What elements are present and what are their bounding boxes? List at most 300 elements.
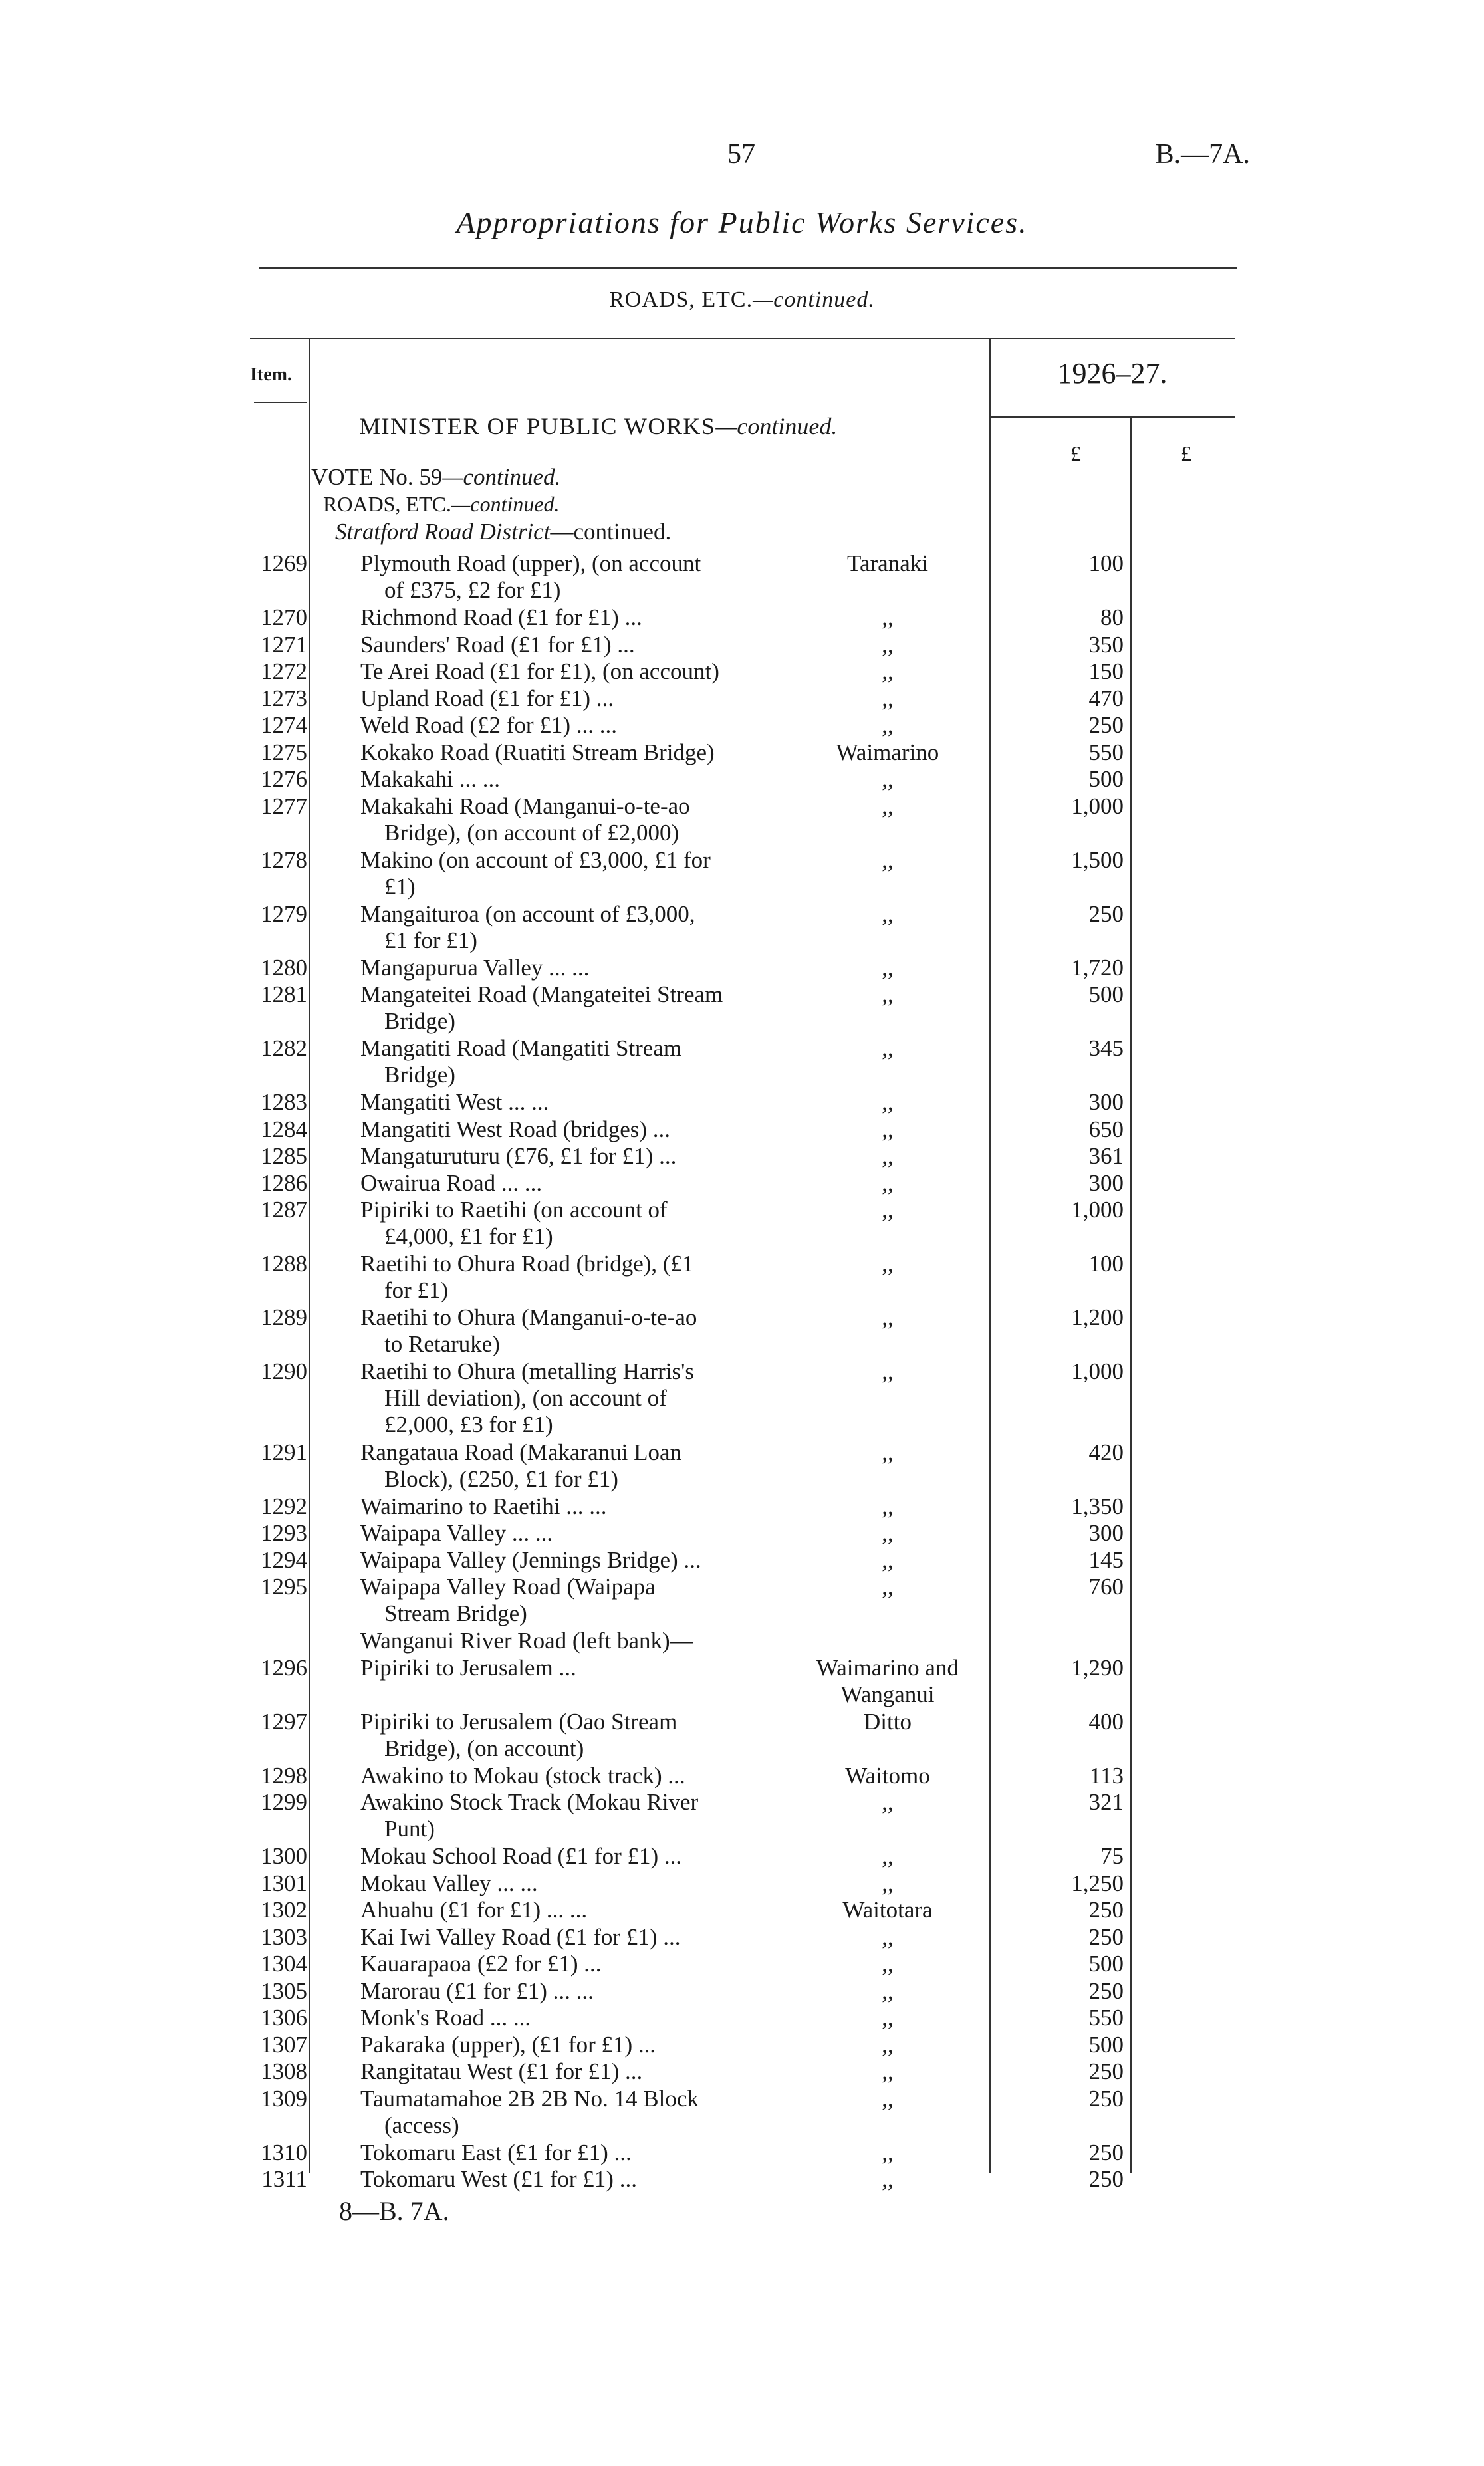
item-number: 1273: [261, 685, 307, 711]
item-number: 1269: [261, 551, 307, 576]
county: [778, 1035, 997, 1062]
item-description: [360, 1170, 799, 1197]
footer-signature: 8—B. 7A.: [339, 2196, 449, 2226]
item-description: [360, 955, 799, 981]
county-name: ,,: [882, 1439, 894, 1465]
vote-continued: —continued.: [442, 464, 561, 490]
county-name: ,,: [882, 631, 894, 658]
item-description: [360, 1870, 799, 1897]
item-number: 1288: [261, 1251, 307, 1277]
description-continuation: £1 for £1): [384, 927, 477, 953]
description-line: Raetihi to Ohura (metalling Harris's: [360, 1358, 695, 1384]
item-number: 1281: [261, 981, 307, 1007]
description-line: Marorau (£1 for £1) ... ...: [360, 1977, 594, 2004]
item-number: 1297: [261, 1708, 307, 1735]
county: [778, 1197, 997, 1223]
county: [778, 847, 997, 874]
item-number: 1277: [261, 793, 307, 819]
item-description: [360, 1897, 799, 1923]
item-number: 1294: [261, 1546, 307, 1573]
county-name: ,,: [882, 793, 894, 819]
amount: 321: [1088, 1789, 1124, 1815]
item-description: [360, 2032, 799, 2058]
wanganui-river-road-heading: Wanganui River Road (left bank)—: [360, 1628, 693, 1654]
county: [778, 793, 997, 820]
county: [778, 1951, 997, 1977]
item-description: [360, 766, 799, 793]
county: [778, 1870, 997, 1897]
subtotal-column-line: [1130, 416, 1132, 2173]
county-name: ,,: [882, 1358, 894, 1384]
county-name: ,,: [882, 604, 894, 630]
description-line: Pipiriki to Jerusalem ...: [360, 1654, 576, 1681]
description-line: Makino (on account of £3,000, £1 for: [360, 846, 711, 873]
item-number: 1306: [261, 2005, 307, 2031]
county: [778, 1547, 997, 1574]
title-rule: [259, 267, 1237, 269]
description-line: Waipapa Valley ... ...: [360, 1520, 553, 1546]
item-description: [360, 1789, 799, 1842]
county: [778, 1143, 997, 1170]
county-name: ,,: [882, 1843, 894, 1869]
item-number: 1276: [261, 766, 307, 792]
description-line: Weld Road (£2 for £1) ... ...: [360, 712, 617, 738]
county-name: ,,: [882, 1304, 894, 1330]
county: [778, 1520, 997, 1546]
item-number: 1292: [261, 1493, 307, 1519]
ministry-continued: —continued.: [715, 413, 838, 439]
item-description: [360, 712, 799, 739]
item-number: 1270: [261, 604, 307, 630]
county: [778, 955, 997, 981]
description-continuation: of £375, £2 for £1): [384, 577, 561, 603]
item-description: [360, 1358, 799, 1438]
item-description: [360, 1197, 799, 1250]
amount: 250: [1088, 2139, 1124, 2165]
description-line: Awakino Stock Track (Mokau River: [360, 1789, 699, 1815]
description-line: Mokau School Road (£1 for £1) ...: [360, 1843, 682, 1869]
description-line: Richmond Road (£1 for £1) ...: [360, 604, 642, 630]
description-continuation: Bridge), (on account of £2,000): [384, 819, 680, 846]
county-name: ,,: [882, 900, 894, 927]
county-name: ,,: [882, 1977, 894, 2004]
item-number: 1295: [261, 1574, 307, 1600]
item-description: [360, 1547, 799, 1574]
description-continuation: Stream Bridge): [384, 1600, 527, 1626]
amount: 1,290: [1071, 1654, 1124, 1681]
item-number: 1304: [261, 1951, 307, 1977]
description-continuation: £1): [384, 873, 416, 900]
county: [778, 981, 997, 1008]
description-line: Tokomaru East (£1 for £1) ...: [360, 2139, 632, 2165]
item-number: 1309: [261, 2085, 307, 2112]
item-description: [360, 685, 799, 712]
description-line: Pakaraka (upper), (£1 for £1) ...: [360, 2031, 656, 2058]
amount: 250: [1088, 2058, 1124, 2084]
amount: 300: [1088, 1170, 1124, 1196]
item-number: 1307: [261, 2031, 307, 2058]
item-description: [360, 1035, 799, 1088]
description-line: Pipiriki to Jerusalem (Oao Stream: [360, 1708, 678, 1735]
amount: 250: [1088, 2166, 1124, 2192]
item-description: [360, 901, 799, 954]
county: [778, 901, 997, 927]
item-description: [360, 1089, 799, 1116]
description-line: Raetihi to Ohura (Manganui-o-te-ao: [360, 1304, 697, 1330]
county: [778, 1574, 997, 1600]
county: [778, 712, 997, 739]
item-description: [360, 2086, 799, 2139]
item-number: 1278: [261, 846, 307, 873]
amount: 345: [1088, 1035, 1124, 1061]
county-name: ,,: [882, 1574, 894, 1600]
description-line: Monk's Road ... ...: [360, 2005, 531, 2031]
county: [778, 604, 997, 631]
amount: 150: [1088, 658, 1124, 684]
item-number: 1289: [261, 1304, 307, 1330]
item-header-rule: [254, 402, 307, 403]
item-number: 1285: [261, 1143, 307, 1169]
item-number: 1296: [261, 1654, 307, 1681]
description-line: Mangateitei Road (Mangateitei Stream: [360, 981, 723, 1007]
amount: 1,000: [1071, 793, 1124, 819]
county-name: ,,: [882, 2139, 894, 2165]
description-continuation: for £1): [384, 1277, 449, 1303]
item-description: [360, 1574, 799, 1627]
amount: 100: [1088, 551, 1124, 576]
county-name: ,,: [882, 1143, 894, 1169]
table-top-rule: [250, 338, 1235, 339]
item-description: [360, 658, 799, 685]
county-name: ,,: [882, 2031, 894, 2058]
county: [778, 1116, 997, 1143]
description-line: Mangaturuturu (£76, £1 for £1) ...: [360, 1143, 677, 1169]
item-number: 1275: [261, 739, 307, 765]
description-continuation: (access): [384, 2112, 459, 2138]
description-line: Kai Iwi Valley Road (£1 for £1) ...: [360, 1923, 681, 1950]
item-description: [360, 1709, 799, 1762]
item-number: 1286: [261, 1170, 307, 1196]
description-line: Taumatamahoe 2B 2B No. 14 Block: [360, 2085, 699, 2112]
amount: 250: [1088, 900, 1124, 927]
vote-number: VOTE No. 59: [311, 464, 443, 490]
description-continuation: to Retaruke): [384, 1331, 500, 1357]
item-number: 1271: [261, 631, 307, 658]
description-line: Awakino to Mokau (stock track) ...: [360, 1762, 685, 1788]
page-title: Appropriations for Public Works Services.: [456, 205, 1028, 239]
section-name: ROADS, ETC.: [609, 287, 753, 312]
amount: 1,500: [1071, 846, 1124, 873]
description-continuation: Bridge): [384, 1062, 455, 1088]
amount: 470: [1088, 685, 1124, 711]
description-line: Te Arei Road (£1 for £1), (on account): [360, 658, 719, 684]
amount: 550: [1088, 739, 1124, 765]
county-name: ,,: [882, 1197, 894, 1223]
item-number: 1305: [261, 1977, 307, 2004]
county-name: ,,: [882, 766, 894, 792]
county-name: ,,: [882, 2058, 894, 2084]
county-name: ,,: [882, 1951, 894, 1977]
item-description: [360, 632, 799, 658]
description-line: Mangatiti West ... ...: [360, 1089, 549, 1115]
amount: 250: [1088, 712, 1124, 738]
description-continuation: Bridge): [384, 1008, 455, 1034]
county-name: ,,: [882, 1251, 894, 1277]
county: [778, 551, 997, 577]
description-line: Ahuahu (£1 for £1) ... ...: [360, 1897, 588, 1923]
pound-sign-total: £: [1181, 441, 1191, 465]
item-number: 1311: [261, 2166, 307, 2192]
county-name: ,,: [882, 1035, 894, 1061]
county: [778, 2032, 997, 2058]
description-line: Rangitatau West (£1 for £1) ...: [360, 2058, 643, 2084]
item-number: 1302: [261, 1897, 307, 1923]
amount: 250: [1088, 1897, 1124, 1923]
description-line: Upland Road (£1 for £1) ...: [360, 685, 614, 711]
description-line: Mangatiti Road (Mangatiti Stream: [360, 1035, 682, 1061]
county: [778, 739, 997, 766]
amount: 350: [1088, 631, 1124, 658]
item-description: [360, 847, 799, 900]
county: [778, 2005, 997, 2031]
amount: 145: [1088, 1546, 1124, 1573]
county: [778, 1897, 997, 1923]
description-line: Mangapurua Valley ... ...: [360, 954, 590, 981]
amount: 1,200: [1071, 1304, 1124, 1330]
amount: 300: [1088, 1089, 1124, 1115]
amount: 760: [1088, 1574, 1124, 1600]
item-description: [360, 2140, 799, 2166]
description-line: Raetihi to Ohura Road (bridge), (£1: [360, 1251, 694, 1277]
amount: 250: [1088, 1923, 1124, 1950]
item-number: 1284: [261, 1116, 307, 1142]
document-reference: B.—7A.: [1155, 139, 1250, 170]
county-name: ,,: [882, 1546, 894, 1573]
item-description: [360, 1924, 799, 1951]
amount: 1,720: [1071, 954, 1124, 981]
amount: 1,000: [1071, 1358, 1124, 1384]
county-name: ,,: [882, 1520, 894, 1546]
description-continuation: Punt): [384, 1816, 435, 1842]
item-column-header: Item.: [250, 364, 292, 385]
item-description: [360, 739, 799, 766]
county-name: ,,: [882, 1170, 894, 1196]
amount: 550: [1088, 2005, 1124, 2031]
item-number: 1287: [261, 1197, 307, 1223]
item-description: [360, 2005, 799, 2031]
item-description: [360, 1655, 799, 1681]
amount: 250: [1088, 2085, 1124, 2112]
county: [778, 1924, 997, 1951]
item-number: 1282: [261, 1035, 307, 1061]
item-number: 1291: [261, 1439, 307, 1465]
page-number: 57: [727, 139, 755, 170]
county: [778, 1789, 997, 1816]
county: [778, 766, 997, 793]
amount: 75: [1100, 1843, 1124, 1869]
county: [778, 1709, 997, 1735]
county: [778, 2166, 997, 2193]
item-number: 1290: [261, 1358, 307, 1384]
county-name: ,,: [882, 685, 894, 711]
description-line: Owairua Road ... ...: [360, 1170, 543, 1196]
county: [778, 1358, 997, 1385]
amount: 250: [1088, 1977, 1124, 2004]
item-number: 1301: [261, 1870, 307, 1896]
county-name: Waitomo: [845, 1762, 930, 1788]
item-description: [360, 793, 799, 846]
amount: 113: [1089, 1762, 1124, 1788]
item-number: 1310: [261, 2139, 307, 2165]
county-name: ,,: [882, 2005, 894, 2031]
description-line: Makakahi ... ...: [360, 766, 500, 792]
amount: 500: [1088, 1951, 1124, 1977]
county: [778, 1763, 997, 1789]
county-name: ,,: [882, 1870, 894, 1896]
item-number: 1299: [261, 1789, 307, 1815]
amount: 80: [1100, 604, 1124, 630]
item-description: [360, 1978, 799, 2005]
amount: 1,250: [1071, 1870, 1124, 1896]
description-line: Mangatiti West Road (bridges) ...: [360, 1116, 671, 1142]
item-description: [360, 2058, 799, 2085]
item-number: 1298: [261, 1762, 307, 1788]
amount: 400: [1088, 1708, 1124, 1735]
amount: 420: [1088, 1439, 1124, 1465]
county-name: Waimarino: [836, 739, 939, 765]
county-name: Taranaki: [847, 551, 928, 576]
roads-name: ROADS, ETC.: [323, 492, 451, 516]
county-name: ,,: [882, 2085, 894, 2112]
amount: 300: [1088, 1520, 1124, 1546]
description-continuation: Block), (£250, £1 for £1): [384, 1465, 618, 1492]
county-name: ,,: [882, 1116, 894, 1142]
description-continuation: Bridge), (on account): [384, 1735, 584, 1761]
ministry-name: MINISTER OF PUBLIC WORKS: [359, 413, 716, 439]
description-line: Saunders' Road (£1 for £1) ...: [360, 631, 635, 658]
item-description: [360, 1520, 799, 1546]
description-line: Waimarino to Raetihi ... ...: [360, 1493, 607, 1519]
county-name: ,,: [882, 981, 894, 1007]
description-line: Waipapa Valley Road (Waipapa: [360, 1574, 656, 1600]
roads-subheading: [323, 492, 560, 517]
county: [778, 1439, 997, 1466]
county: [778, 1655, 997, 1708]
county: [778, 2140, 997, 2166]
year-header-rule: [989, 416, 1235, 418]
item-number: 1300: [261, 1843, 307, 1869]
county: [778, 685, 997, 712]
description-line: Tokomaru West (£1 for £1) ...: [360, 2166, 637, 2192]
description-line: Plymouth Road (upper), (on account: [360, 551, 701, 576]
county-name: ,,: [882, 712, 894, 738]
county-name: Ditto: [864, 1708, 912, 1735]
county-name: Waitotara: [842, 1897, 933, 1923]
roads-continued: —continued.: [451, 492, 560, 516]
year-column-header: 1926–27.: [1057, 357, 1168, 390]
county: [778, 2058, 997, 2085]
description-line: Mokau Valley ... ...: [360, 1870, 538, 1896]
description-continuation: £4,000, £1 for £1): [384, 1223, 553, 1249]
description-line: Rangataua Road (Makaranui Loan: [360, 1439, 682, 1465]
county: [778, 1089, 997, 1116]
county: [778, 658, 997, 685]
amount: 100: [1088, 1251, 1124, 1277]
county: [778, 1304, 997, 1331]
county: [778, 632, 997, 658]
ministry-heading: [359, 412, 837, 440]
section-heading: [0, 287, 1484, 312]
county-name: ,,: [882, 954, 894, 981]
item-description: [360, 1493, 799, 1520]
county: [778, 1251, 997, 1277]
amount: 1,000: [1071, 1197, 1124, 1223]
county-name: ,,: [882, 658, 894, 684]
item-description: [360, 1251, 799, 1304]
county-name: ,,: [882, 846, 894, 873]
section-continued: —continued.: [753, 287, 875, 312]
item-description: [360, 1763, 799, 1789]
item-description: [360, 1304, 799, 1358]
district-name: Stratford Road District: [335, 519, 551, 545]
vote-heading: [311, 464, 560, 491]
description-line: Waipapa Valley (Jennings Bridge) ...: [360, 1546, 701, 1573]
item-number: 1283: [261, 1089, 307, 1115]
description-line: Makakahi Road (Manganui-o-te-ao: [360, 793, 690, 819]
county-name: ,,: [882, 1493, 894, 1519]
item-number: 1280: [261, 954, 307, 981]
item-description: [360, 1143, 799, 1170]
pound-sign-amount: £: [1070, 441, 1081, 465]
item-number: 1308: [261, 2058, 307, 2084]
item-description: [360, 1951, 799, 1977]
amount: 500: [1088, 2031, 1124, 2058]
county: [778, 1978, 997, 2005]
county-name-continuation: Wanganui: [840, 1681, 935, 1707]
description-continuation: £2,000, £3 for £1): [384, 1412, 553, 1437]
amount: 1,350: [1071, 1493, 1124, 1519]
county-name: ,,: [882, 1789, 894, 1815]
description-line: Mangaituroa (on account of £3,000,: [360, 900, 695, 927]
county-name: ,,: [882, 2166, 894, 2192]
item-description: [360, 981, 799, 1035]
item-number: 1274: [261, 712, 307, 738]
county-name: ,,: [882, 1923, 894, 1950]
county-name: ,,: [882, 1089, 894, 1115]
district-continued: —continued.: [550, 519, 672, 545]
item-column-line: [309, 338, 310, 2173]
item-description: [360, 551, 799, 604]
county: [778, 1843, 997, 1870]
item-number: 1303: [261, 1923, 307, 1950]
amount: 500: [1088, 766, 1124, 792]
item-description: [360, 1439, 799, 1493]
item-description: [360, 1116, 799, 1143]
description-line: Kokako Road (Ruatiti Stream Bridge): [360, 739, 715, 765]
item-number: 1293: [261, 1520, 307, 1546]
district-heading: [335, 519, 671, 545]
item-number: 1279: [261, 900, 307, 927]
amount: 500: [1088, 981, 1124, 1007]
item-description: [360, 2166, 799, 2193]
county: [778, 2086, 997, 2112]
amount: 650: [1088, 1116, 1124, 1142]
item-description: [360, 1843, 799, 1870]
description-line: Pipiriki to Raetihi (on account of: [360, 1197, 668, 1223]
county: [778, 1170, 997, 1197]
item-description: [360, 604, 799, 631]
county: [778, 1493, 997, 1520]
